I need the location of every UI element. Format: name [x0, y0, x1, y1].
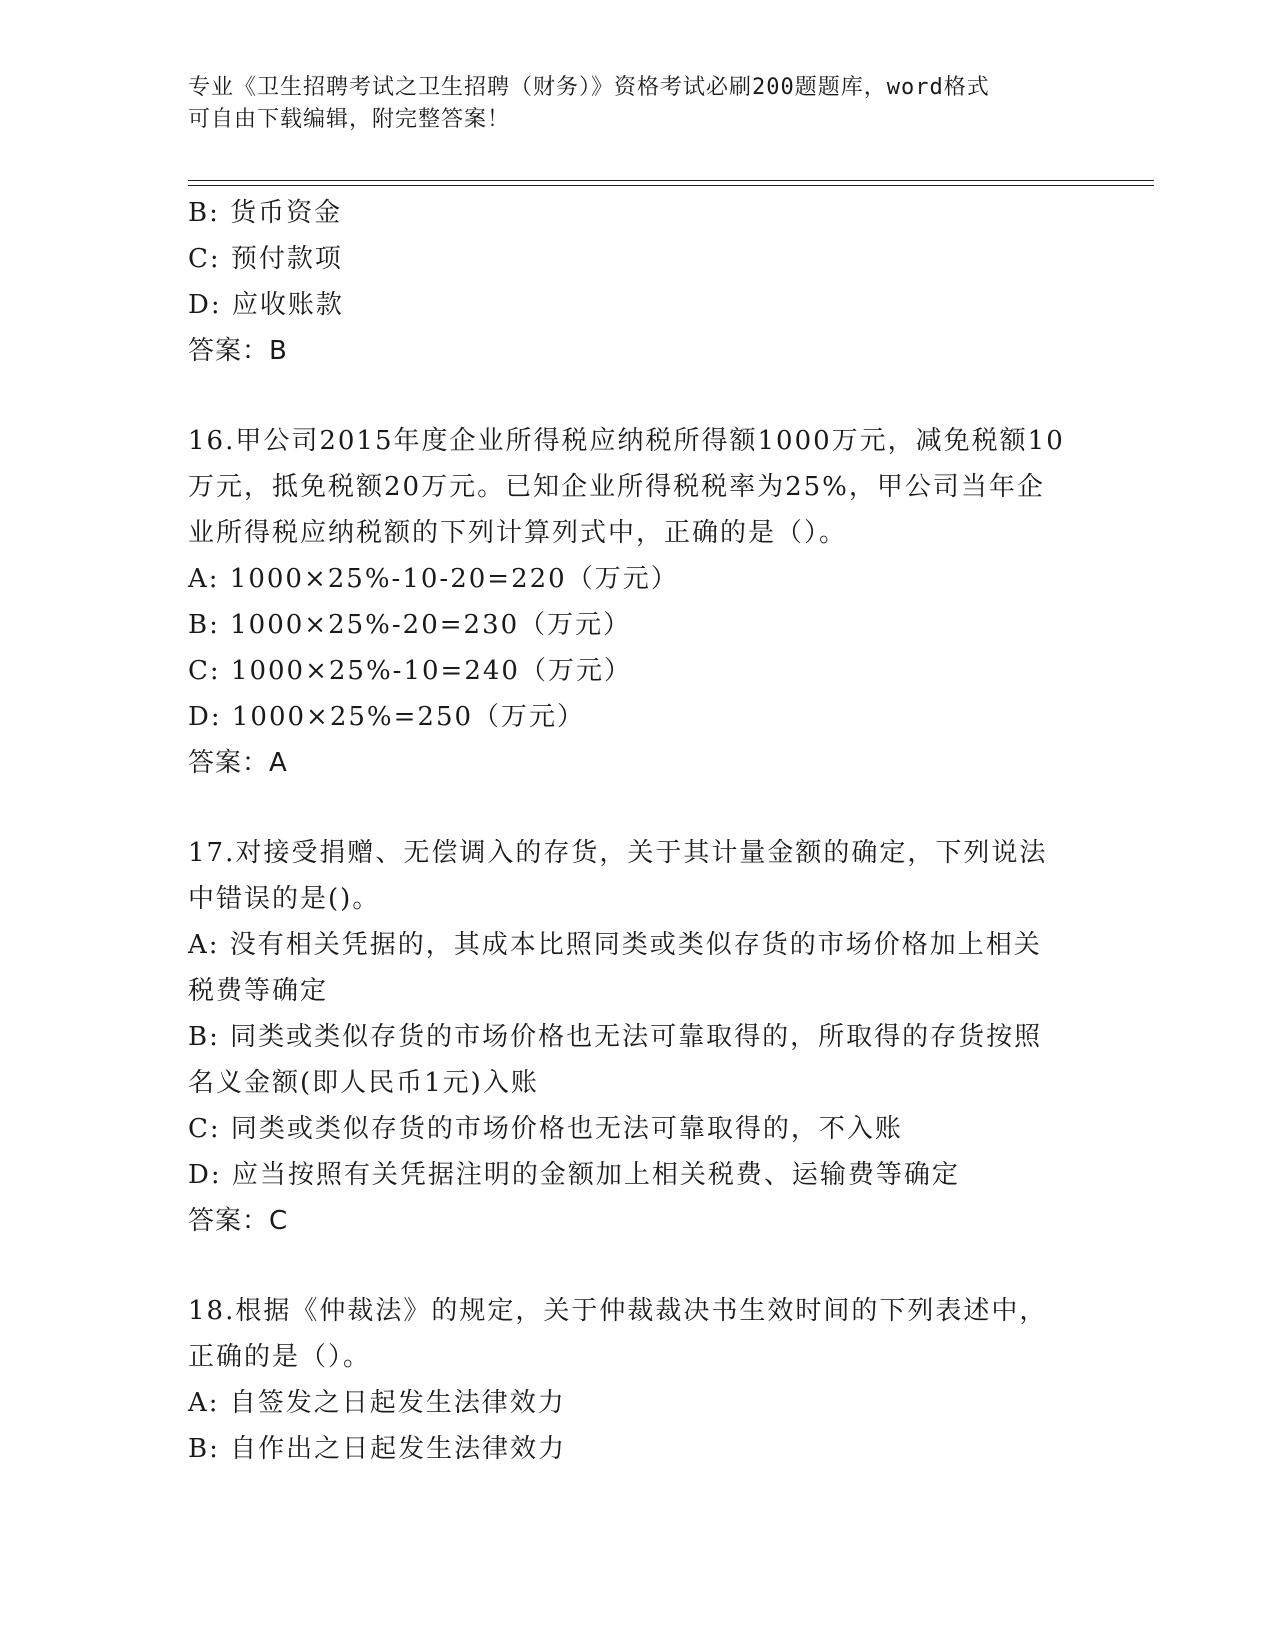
- option-a: A: 1000×25%-10-20=220（万元）: [188, 564, 679, 594]
- answer-line: 答案：A: [188, 748, 288, 778]
- question-stem-line: 18.根据《仲裁法》的规定，关于仲裁裁决书生效时间的下列表述中，: [188, 1296, 1048, 1326]
- option-c: C: 同类或类似存货的市场价格也无法可靠取得的，不入账: [188, 1114, 903, 1144]
- option-d: D: 1000×25%=250（万元）: [188, 702, 586, 732]
- question-stem-line: 业所得税应纳税额的下列计算列式中，正确的是（）。: [188, 518, 848, 548]
- option-a: A: 自签发之日起发生法律效力: [188, 1388, 566, 1418]
- page-header: [188, 72, 1088, 136]
- option-a: A: 没有相关凭据的，其成本比照同类或类似存货的市场价格加上相关: [188, 930, 1042, 960]
- question-stem-line: 中错误的是()。: [188, 884, 381, 914]
- header-divider-bottom: [188, 185, 1154, 186]
- header-line-1: 专业《卫生招聘考试之卫生招聘（财务）》资格考试必刷200题题库，word格式: [188, 75, 990, 100]
- option-d: D: 应收账款: [188, 290, 344, 320]
- option-b: B: 1000×25%-20=230（万元）: [188, 610, 632, 640]
- header-line-2: 可自由下载编辑，附完整答案！: [188, 107, 511, 132]
- option-c: C: 预付款项: [188, 244, 343, 274]
- answer-line: 答案：C: [188, 1206, 289, 1236]
- option-b-continued: 名义金额(即人民币1元)入账: [188, 1068, 539, 1098]
- answer-line: 答案：B: [188, 336, 288, 366]
- document-body: [188, 190, 1088, 1472]
- option-a-continued: 税费等确定: [188, 976, 329, 1006]
- question-16: [188, 418, 1088, 786]
- question-17: [188, 830, 1088, 1244]
- question-18: [188, 1288, 1088, 1472]
- question-stem-line: 正确的是（）。: [188, 1342, 372, 1372]
- question-stem-line: 16.甲公司2015年度企业所得税应纳税所得额1000万元，减免税额10: [188, 426, 1065, 456]
- option-d: D: 应当按照有关凭据注明的金额加上相关税费、运输费等确定: [188, 1160, 960, 1190]
- header-divider-top: [188, 180, 1154, 181]
- question-15-tail: [188, 190, 1088, 374]
- option-b: B: 自作出之日起发生法律效力: [188, 1434, 567, 1464]
- option-b: B: 同类或类似存货的市场价格也无法可靠取得的，所取得的存货按照: [188, 1022, 1043, 1052]
- option-b: B: 货币资金: [188, 198, 343, 228]
- question-stem-line: 万元，抵免税额20万元。已知企业所得税税率为25%，甲公司当年企: [188, 472, 1045, 502]
- question-stem-line: 17.对接受捐赠、无偿调入的存货，关于其计量金额的确定，下列说法: [188, 838, 1048, 868]
- option-c: C: 1000×25%-10=240（万元）: [188, 656, 632, 686]
